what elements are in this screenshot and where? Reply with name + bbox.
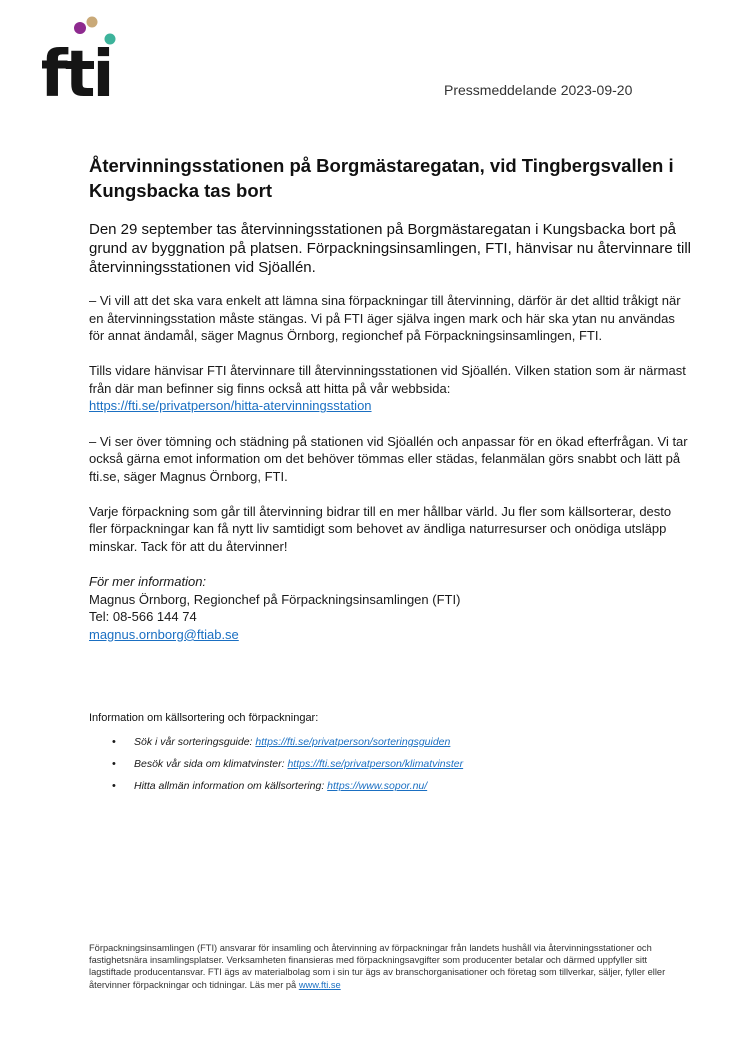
list-item [89,753,689,775]
recycling-station-link[interactable]: https://fti.se/privatperson/hitta-atervinningsstation [89,398,372,414]
body-paragraph-2-text: Tills vidare hänvisar FTI återvinnare till återvinningsstationen vid Sjöallén. Vilken station som är närmast från där man befinner sig finns också att hitta på vår webbsida: [89,363,686,396]
list-item-text: Sök i vår sorteringsguide: [134,736,256,748]
info-title: Information om källsortering och förpackningar: [89,712,319,724]
press-release-date: Pressmeddelande 2023-09-20 [444,82,633,98]
headline: Återvinningsstationen på Borgmästaregatan, vid Tingbergsvallen i Kungsbacka tas bort [89,155,674,201]
body-paragraph-2 [89,362,689,415]
contact-phone: Tel: 08-566 144 74 [89,609,197,625]
logo-wordmark: fti [42,38,112,98]
bullet: • [112,780,116,792]
contact-email-link[interactable]: magnus.ornborg@ftiab.se [89,626,239,642]
list-item-text: Besök vår sida om klimatvinster: [134,758,288,770]
contact-name: Magnus Örnborg, Regionchef på Förpackningsinsamlingen (FTI) [89,591,461,607]
list-item-text: Hitta allmän information om källsortering: [134,780,328,792]
article-body [89,292,689,644]
info-section [89,711,689,797]
body-paragraph-3: – Vi ser över tömning och städning på stationen vid Sjöallén och anpassar för en ökad efterfrågan. Vi tar också gärna emot information om det behöver tömmas eller städas, felanmälan görs snabbt och lätt på fti.se, säger Magnus Örnborg, FTI. [89,433,688,484]
contact-block [89,573,689,643]
lead-paragraph: Den 29 september tas återvinningsstationen på Borgmästaregatan i Kungsbacka bort på grund av byggnation på platsen. Förpackningsinsamlingen, FTI, hänvisar nu återvinnare till återvinningsstationen vid Sjöallén. [89,221,692,276]
fti-website-link[interactable]: www.fti.se [298,979,341,990]
list-item [89,775,689,797]
footer-text: Förpackningsinsamlingen (FTI) ansvarar för insamling och återvinning av förpackningar från landets hushåll via återvinningsstationer och fastighetsnära insamlingsplatser. Verksamheten finansieras med förpackningsavgifter som producenter betalar och därmed uppfyller sitt lagstiftade producentansvar. FTI ägs av materialbolag som i sin tur ägs av branschorganisationer och företag som tillverkar, säljer, fyller eller återvinner förpackningar och tidningar. Läs mer på [89,943,666,990]
list-item [89,731,689,753]
sopor-link[interactable]: https://www.sopor.nu/ [327,780,428,792]
body-paragraph-1: – Vi vill att det ska vara enkelt att lämna sina förpackningar till återvinning, därför är det alltid tråkigt när en återvinningsstation måste stängas. Vi på FTI äger själva ingen mark och här ska ytan nu användas för annat ändamål, säger Magnus Örnborg, regionchef på Förpackningsinsamlingen, FTI. [89,293,681,344]
bullet: • [112,758,116,770]
info-list [89,731,689,797]
bullet: • [112,736,116,748]
footer-about [89,942,689,991]
climate-gains-link[interactable]: https://fti.se/privatperson/klimatvinster [287,758,464,770]
logo-dot-tan [87,17,98,28]
sorting-guide-link[interactable]: https://fti.se/privatperson/sorteringsguiden [255,736,451,748]
contact-heading: För mer information: [89,574,207,590]
body-paragraph-4: Varje förpackning som går till återvinning bidrar till en mer hållbar värld. Ju fler som källsorterar, desto fler förpackningar kan få nytt liv samtidigt som behovet av ändliga naturresurser och onödiga utsläpp minskar. Tack för att du återvinner! [89,503,672,555]
fti-logo [42,16,122,98]
logo-dot-purple [74,22,86,34]
fti-logo-graphic [42,16,122,98]
